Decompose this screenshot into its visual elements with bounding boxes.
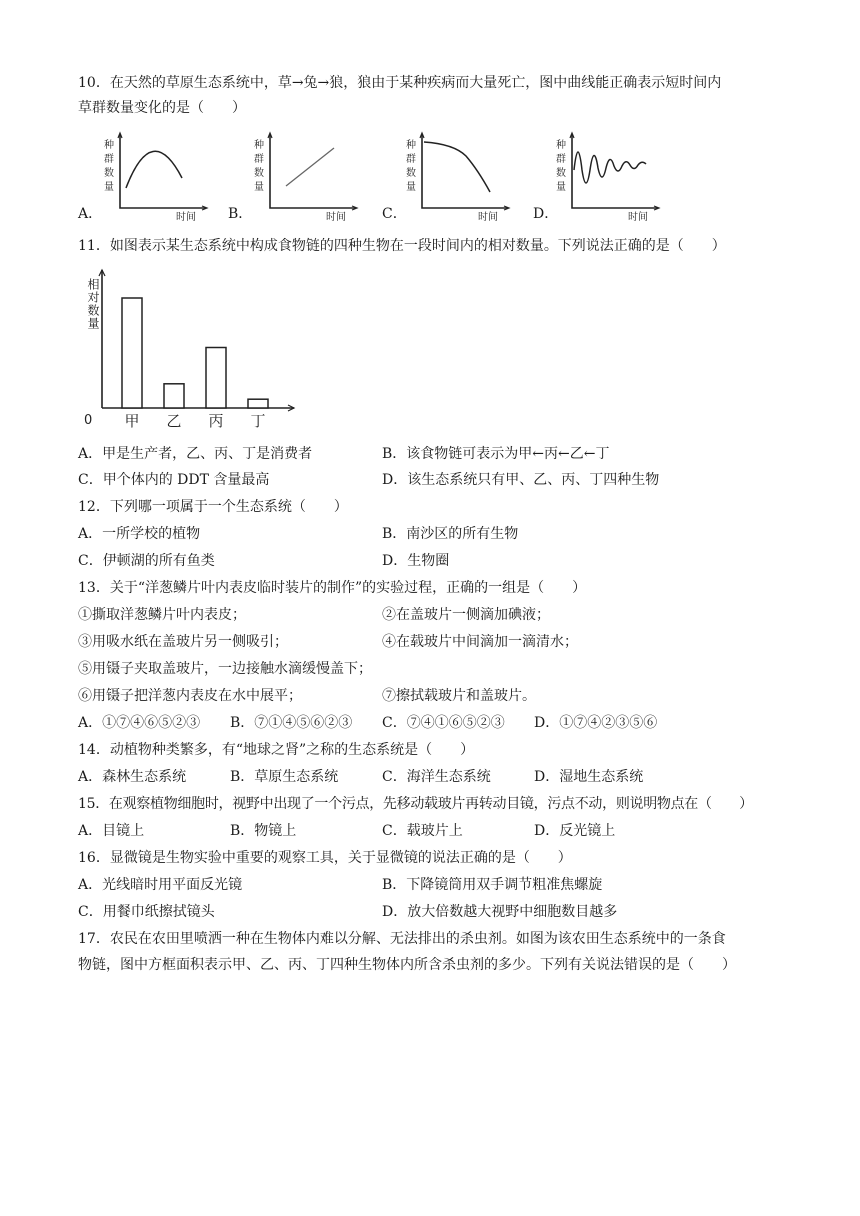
q10-graph-c: [404, 130, 514, 222]
q16-option-b[interactable]: B．下降镜筒用双手调节粗准焦螺旋: [382, 877, 603, 893]
q15-option-b[interactable]: B．物镜上: [230, 823, 297, 839]
q11-option-b[interactable]: B．该食物链可表示为甲←丙←乙←丁: [382, 446, 610, 462]
q15-option-d[interactable]: D．反光镜上: [534, 823, 616, 839]
q13-stem: 13．关于“洋葱鳞片叶内表皮临时装片的制作”的实验过程，正确的一组是（ ）: [78, 580, 587, 596]
q11-bar-chart: [82, 264, 302, 434]
q16-option-d[interactable]: D．放大倍数越大视野中细胞数目越多: [382, 904, 618, 920]
svg-text:群: 群: [254, 154, 264, 165]
svg-text:时间: 时间: [326, 212, 346, 222]
q14-option-d[interactable]: D．湿地生态系统: [534, 769, 644, 785]
q10-graph-a: [102, 130, 212, 222]
q13-step-4: ④在载玻片中间滴加一滴清水；: [382, 634, 578, 650]
q17-stem-line2: 物链，图中方框面积表示甲、乙、丙、丁四种生物体内所含杀虫剂的多少。下列有关说法错误的是（ ）: [78, 957, 736, 973]
svg-text:群: 群: [406, 154, 416, 165]
q10-option-c-label: C．: [382, 206, 407, 222]
svg-text:种: 种: [254, 140, 264, 151]
bar-丁: [248, 399, 268, 408]
bar-甲: [122, 298, 142, 408]
q12-option-b[interactable]: B．南沙区的所有生物: [382, 526, 519, 542]
q10-graph-b-curve: [286, 148, 334, 186]
q10-stem-line2: 草群数量变化的是（ ）: [78, 100, 246, 116]
q15-option-c[interactable]: C．载玻片上: [382, 823, 463, 839]
q13-step-6: ⑥用镊子把洋葱内表皮在水中展平；: [78, 688, 302, 704]
q12-option-d[interactable]: D．生物圈: [382, 553, 450, 569]
q13-option-d[interactable]: D．①⑦④②③⑤⑥: [534, 715, 658, 731]
svg-text:群: 群: [104, 154, 114, 165]
svg-text:时间: 时间: [478, 212, 498, 222]
q13-option-c[interactable]: C．⑦④①⑥⑤②③: [382, 715, 505, 731]
q11-option-a[interactable]: A．甲是生产者，乙、丙、丁是消费者: [78, 446, 313, 462]
svg-text:量: 量: [254, 182, 264, 193]
svg-text:数: 数: [406, 168, 416, 179]
svg-text:种: 种: [556, 140, 566, 151]
y-axis-label: 相对数量: [86, 278, 100, 330]
q10-graph-b: [252, 130, 362, 222]
q16-option-c[interactable]: C．用餐巾纸擦拭镜头: [78, 904, 215, 920]
q14-option-a[interactable]: A．森林生态系统: [78, 769, 187, 785]
q10-graph-d: [554, 130, 664, 222]
q15-option-a[interactable]: A．目镜上: [78, 823, 145, 839]
q10-graph-a-ylabel: 种: [104, 140, 114, 151]
q13-step-1: ①撕取洋葱鳞片叶内表皮；: [78, 607, 246, 623]
bar-丙: [206, 348, 226, 409]
q14-option-b[interactable]: B．草原生态系统: [230, 769, 339, 785]
bar-乙: [164, 384, 184, 408]
q14-stem: 14．动植物种类繁多，有“地球之肾”之称的生态系统是（ ）: [78, 742, 475, 758]
q12-option-c[interactable]: C．伊顿湖的所有鱼类: [78, 553, 215, 569]
q11-option-d[interactable]: D．该生态系统只有甲、乙、丙、丁四种生物: [382, 472, 660, 488]
tick-label-丁: 丁: [250, 412, 266, 430]
svg-text:时间: 时间: [628, 212, 648, 222]
q13-step-3: ③用吸水纸在盖玻片另一侧吸引；: [78, 634, 288, 650]
q12-stem: 12．下列哪一项属于一个生态系统（ ）: [78, 499, 348, 515]
q10-graph-a-xlabel: 时间: [176, 212, 196, 222]
q10-stem-line1: 10．在天然的草原生态系统中，草→兔→狼，狼由于某种疾病而大量死亡，图中曲线能正确表示短时间内: [78, 75, 722, 91]
svg-text:量: 量: [104, 182, 114, 193]
svg-text:量: 量: [556, 182, 566, 193]
svg-text:量: 量: [406, 182, 416, 193]
q13-step-7: ⑦擦拭载玻片和盖玻片。: [382, 688, 536, 704]
q17-stem-line1: 17．农民在农田里喷洒一种在生物体内难以分解、无法排出的杀虫剂。如图为该农田生态系统中的一条食: [78, 931, 726, 947]
q13-step-5: ⑤用镊子夹取盖玻片，一边接触水滴缓慢盖下；: [78, 661, 372, 677]
q16-stem: 16．显微镜是生物实验中重要的观察工具，关于显微镜的说法正确的是（ ）: [78, 850, 572, 866]
svg-text:数: 数: [104, 168, 114, 179]
svg-text:种: 种: [406, 140, 416, 151]
q12-option-a[interactable]: A．一所学校的植物: [78, 526, 201, 542]
q13-option-b[interactable]: B．⑦①④⑤⑥②③: [230, 715, 353, 731]
svg-text:数: 数: [254, 168, 264, 179]
svg-text:群: 群: [556, 154, 566, 165]
q11-stem: 11．如图表示某生态系统中构成食物链的四种生物在一段时间内的相对数量。下列说法正确的是（ ）: [78, 238, 726, 254]
origin-label: 0: [84, 413, 93, 428]
q16-option-a[interactable]: A．光线暗时用平面反光镜: [78, 877, 243, 893]
q10-option-d-label: D．: [533, 206, 559, 222]
q10-graph-a-curve: [126, 151, 182, 188]
tick-label-乙: 乙: [166, 412, 182, 430]
svg-text:数: 数: [556, 168, 566, 179]
q13-step-2: ②在盖玻片一侧滴加碘液；: [382, 607, 550, 623]
q13-option-a[interactable]: A．①⑦④⑥⑤②③: [78, 715, 201, 731]
q15-stem: 15．在观察植物细胞时，视野中出现了一个污点，先移动载玻片再转动目镜，污点不动，则说明物点在（ ）: [78, 796, 753, 812]
q10-option-a-label: A．: [78, 206, 103, 222]
q10-graph-d-curve: [574, 152, 646, 183]
q10-option-b-label: B．: [228, 206, 253, 222]
q14-option-c[interactable]: C．海洋生态系统: [382, 769, 491, 785]
tick-label-丙: 丙: [208, 412, 224, 430]
q11-option-c[interactable]: C．甲个体内的 DDT 含量最高: [78, 472, 270, 488]
tick-label-甲: 甲: [124, 412, 140, 430]
q10-graph-c-curve: [424, 142, 490, 192]
